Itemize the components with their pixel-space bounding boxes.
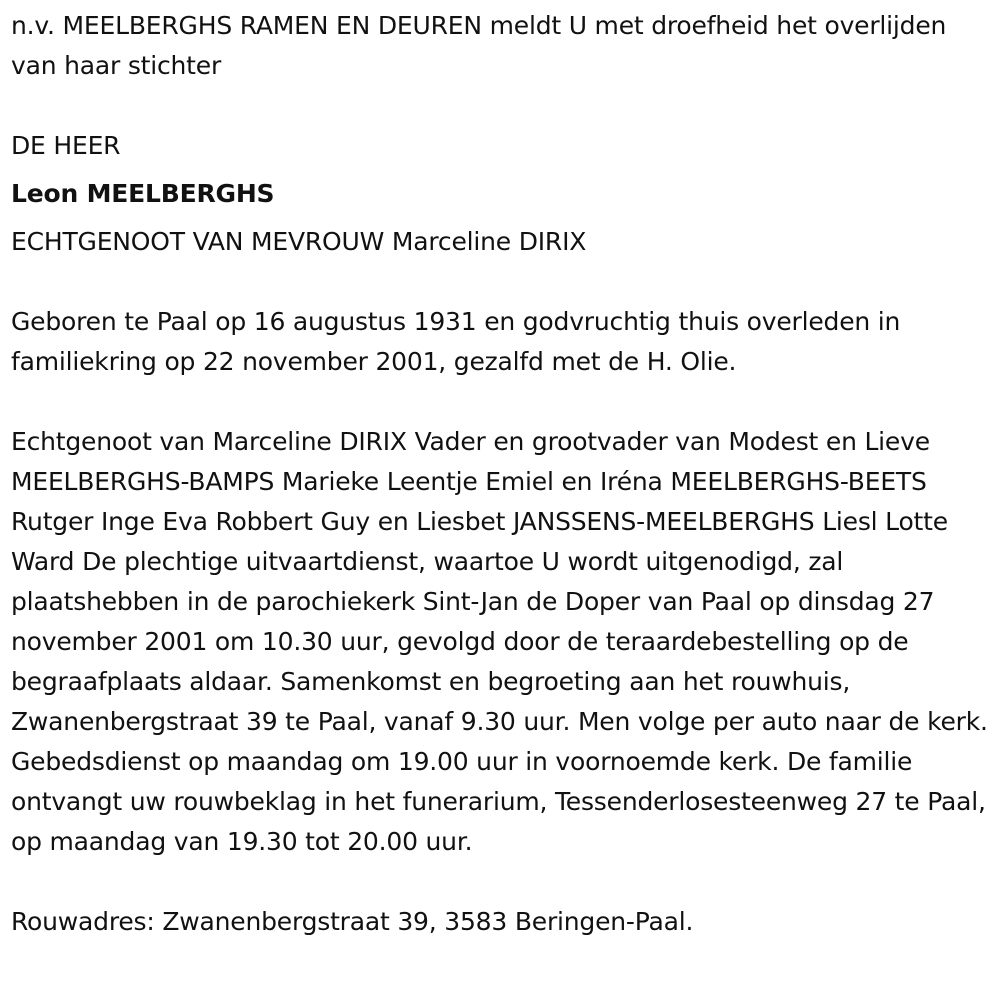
honorific: DE HEER <box>11 131 121 160</box>
spacer <box>11 262 993 302</box>
deceased-name: Leon MEELBERGHS <box>11 179 275 208</box>
spouse-line: ECHTGENOOT VAN MEVROUW Marceline DIRIX <box>11 227 587 256</box>
spacer <box>11 862 993 902</box>
intro-paragraph: n.v. MEELBERGHS RAMEN EN DEUREN meldt U met droefheid het overlijden van haar stichter <box>11 11 947 80</box>
mourning-address: Rouwadres: Zwanenbergstraat 39, 3583 Beringen-Paal. <box>11 907 694 936</box>
family-and-service-paragraph: Echtgenoot van Marceline DIRIX Vader en grootvader van Modest en Lieve MEELBERGHS-BAMPS Marieke Leentje Emiel en Iréna MEELBERGHS-BEETS Rutger Inge Eva Robbert Guy en Liesbet JANSSENS-MEELBERGHS Liesl Lotte Ward De plechtige uitvaartdienst, waartoe U wordt uitgenodigd, zal plaatshebben in de parochiekerk Sint-Jan de Doper van Paal op dinsdag 27 november 2001 om 10.30 uur, gevolgd door de teraardebestelling op de begraafplaats aldaar. Samenkomst en begroeting aan het rouwhuis, Zwanenbergstraat 39 te Paal, vanaf 9.30 uur. Men volge per auto naar de kerk. Gebedsdienst op maandag om 19.00 uur in voornoemde kerk. De familie ontvangt uw rouwbeklag in het funerarium, Tessenderlosesteenweg 27 te Paal, op maandag van 19.30 tot 20.00 uur. <box>11 427 988 856</box>
birth-death-paragraph: Geboren te Paal op 16 augustus 1931 en godvruchtig thuis overleden in familiekring op 22 november 2001, gezalfd met de H. Olie. <box>11 307 901 376</box>
spacer <box>11 86 993 126</box>
spacer <box>11 382 993 422</box>
death-notice <box>11 6 993 942</box>
